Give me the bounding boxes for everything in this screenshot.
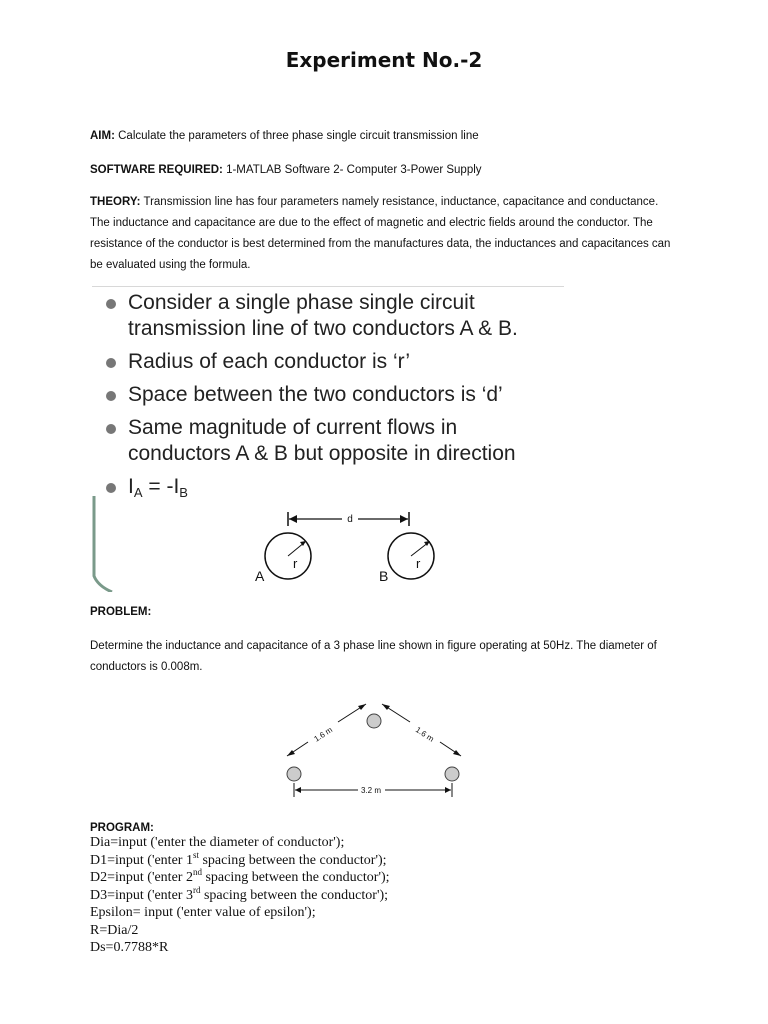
code-line: Ds=0.7788*R [90, 940, 169, 955]
software-paragraph [90, 160, 680, 181]
arrowhead-icon [289, 515, 297, 523]
program-code [90, 834, 690, 957]
page-title: Experiment No.-2 [285, 48, 483, 72]
conductor-left [287, 767, 301, 781]
conductor-a-label: A [255, 568, 265, 584]
radius-label-b: r [416, 556, 421, 571]
slide-bullet-text: Same magnitude of current flows in conductors A & B but opposite in direction [128, 416, 516, 465]
problem-text: Determine the inductance and capacitance of a 3 phase line shown in figure operating at 50Hz. The diameter of conductors is 0.008m. [90, 640, 657, 673]
slide-bullet-text: Space between the two conductors is ‘d’ [128, 383, 503, 406]
software-text: 1-MATLAB Software 2- Computer 3-Power Supply [222, 164, 482, 176]
right-spacing-label: 1.6 m [413, 725, 436, 744]
conductor-right [445, 767, 459, 781]
aim-paragraph [90, 126, 680, 147]
left-spacing-label: 1.6 m [312, 725, 335, 744]
aim-label: AIM: [90, 130, 115, 142]
current-subscript-a: A [133, 485, 143, 500]
three-phase-figure [278, 694, 474, 804]
arrowhead-icon [382, 704, 390, 710]
code-line: R=Dia/2 [90, 922, 139, 938]
software-label: SOFTWARE REQUIRED: [90, 164, 223, 176]
code-line: D3=input ('enter 3rd spacing between the conductor'); [90, 884, 389, 903]
slide-bullet-text: Radius of each conductor is ‘r’ [128, 350, 411, 373]
current-symbol-a: I [128, 475, 134, 498]
conductor-b-label: B [379, 568, 389, 584]
slide-image [92, 286, 564, 592]
code-line: Epsilon= input ('enter value of epsilon'); [90, 905, 316, 920]
current-subscript-b: B [179, 485, 188, 500]
arrowhead-icon [295, 787, 301, 793]
bottom-spacing-label: 3.2 m [360, 786, 382, 795]
program-heading: PROGRAM: [90, 822, 154, 834]
arrowhead-icon [358, 704, 366, 710]
theory-text: Transmission line has four parameters namely resistance, inductance, capacitance and conductance. The inductance and capacitance are due to the effect of magnetic and electric fields around the conductor. The resistance of the conductor is best determined from the manufactures data, the inductances and capacitances can be evaluated using the formula. [90, 196, 671, 271]
code-line: D2=input ('enter 2nd spacing between the conductor'); [90, 867, 390, 885]
slide-edge-decoration [94, 496, 112, 592]
conductor-diagram [92, 286, 564, 592]
aim-text: Calculate the parameters of three phase single circuit transmission line [114, 130, 479, 142]
theory-label: THEORY: [90, 196, 141, 208]
problem-heading: PROBLEM: [90, 606, 152, 618]
spacing-label: d [347, 514, 353, 525]
code-line: Dia=input ('enter the diameter of conductor'); [90, 835, 345, 850]
arrowhead-icon [445, 787, 451, 793]
current-equation: = -I [142, 475, 180, 498]
radius-label-a: r [293, 556, 298, 571]
slide-bullet-text: Consider a single phase single circuit transmission line of two conductors A & B. [128, 291, 518, 340]
arrowhead-icon [400, 515, 408, 523]
theory-paragraph [90, 192, 678, 276]
code-line: D1=input ('enter 1st spacing between the conductor'); [90, 849, 387, 868]
conductor-top [367, 714, 381, 728]
